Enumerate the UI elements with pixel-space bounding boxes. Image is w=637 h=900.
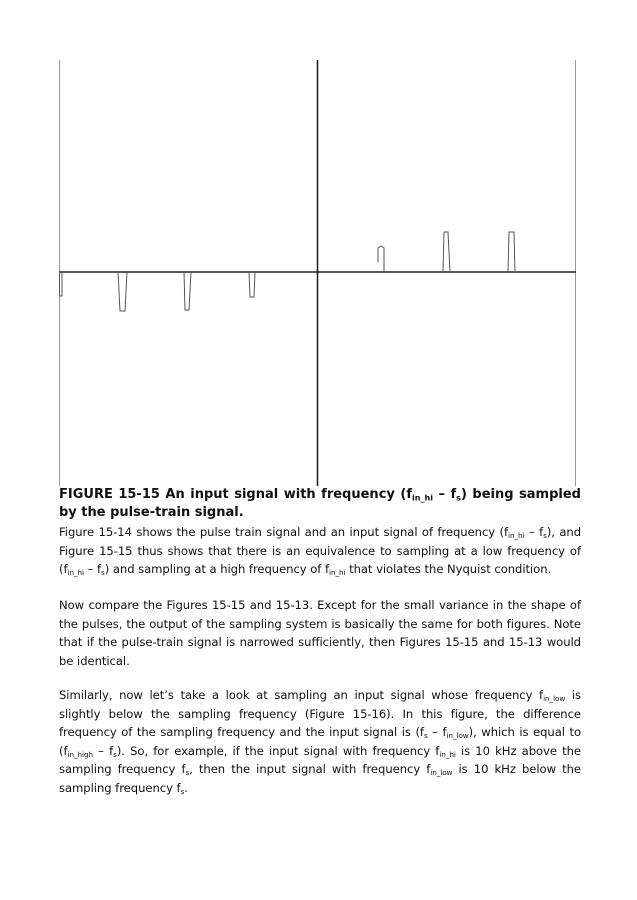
positive-pulse (508, 232, 515, 272)
positive-pulse (443, 232, 450, 272)
figure-caption: FIGURE 15-15 An input signal with frequency $(f_{in\_hi} - f_s)$ being sampled by the pulse-train signal. (59, 487, 581, 520)
body-paragraph-1: Figure 15-14 shows the pulse train signal and an input signal of frequency $(f_{in\_hi} - f_s)$, and Figure 15-15 thus shows that there is an equivalence to sampling at a low frequency of $(f_{in\_hi} - f_s)$ and sampling at a high frequency of $f_{in\_hi}$ that violates the Nyquist condition. (59, 525, 581, 578)
body-paragraph-2: Now compare the Figures 15-15 and 15-13. Except for the small variance in the shape of the pulses, the output of the sampling system is basically the same for both figures. Note that if the pulse-train signal is narrowed sufficiently, then Figures 15-15 and 15-13 would be identical. (59, 598, 581, 668)
negative-pulse (118, 272, 127, 311)
negative-pulse (184, 272, 191, 310)
negative-pulse (249, 272, 255, 297)
negative-pulse (60, 272, 63, 296)
positive-pulse (378, 246, 384, 272)
body-paragraph-3: Similarly, now let’s take a look at sampling an input signal whose frequency $f_{in\_low}$ is slightly below the sampling frequency (Figure 15-16). In this figure, the difference frequency of the sampling frequency and the input signal is $(f_s - f_{in\_low})$, which is equal to $(f_{in\_high} - f_s)$. So, for example, if the input signal with frequency $f_{in\_hi}$ is 10 kHz above the sampling frequency $f_s$, then the input signal with frequency $f_{in\_low}$ is 10 kHz below the sampling frequency $f_s$. (59, 688, 581, 796)
